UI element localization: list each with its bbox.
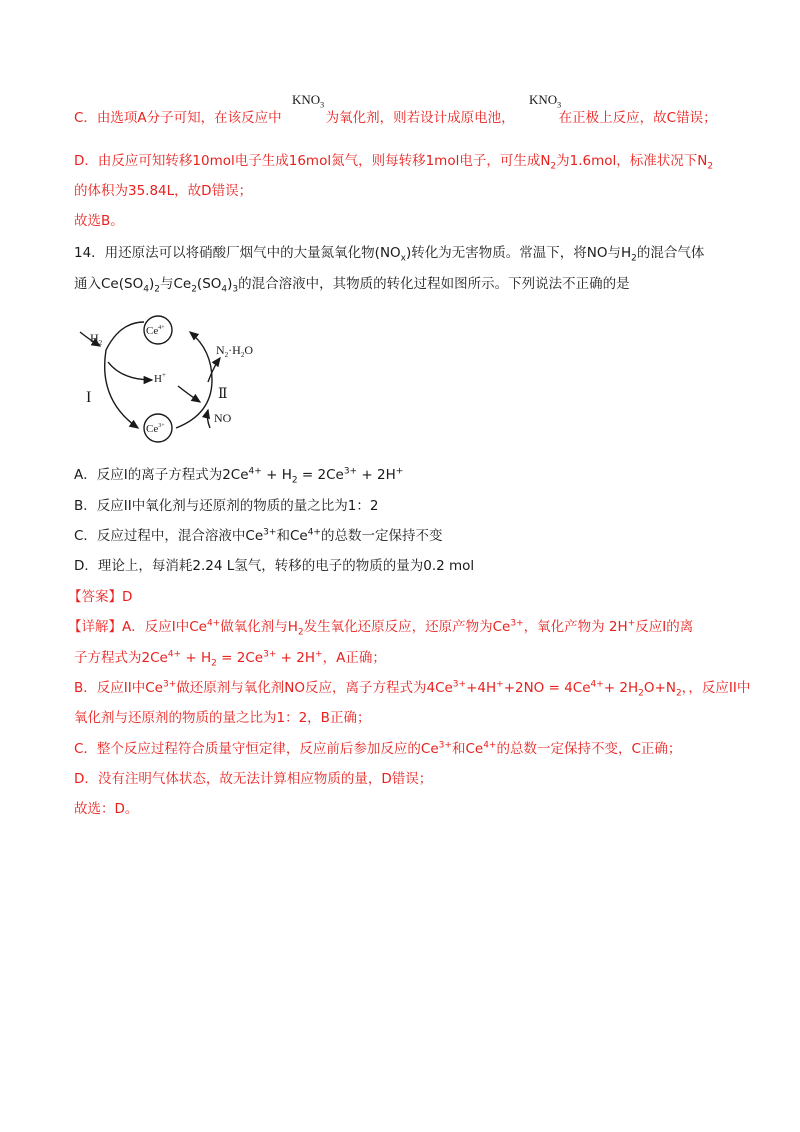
roman-two-label: Ⅱ — [218, 387, 228, 402]
n2h2o-label: $N_2\cdot H_2O$ — [216, 343, 254, 359]
cycle-diagram — [72, 310, 282, 450]
roman-one-label: I — [86, 389, 92, 406]
detail-a-line-2: 子方程式为$2Ce^{4+} + H_2 = 2Ce^{3+} + 2H^+$，A正确； — [74, 649, 386, 669]
h2-label: $H_2$ — [90, 331, 103, 347]
option-b: B．反应II中氧化剂与还原剂的物质的量之比为1：2 — [74, 498, 379, 514]
no-label: NO — [214, 411, 232, 425]
detail-d-line: D．没有注明气体状态，故无法计算相应物质的量，D错误； — [74, 771, 433, 787]
answer-tag: 【答案】 — [68, 589, 122, 605]
solution-c-line — [74, 108, 717, 128]
arc-to-ce4 — [106, 322, 144, 350]
detail-c-line: C．整个反应过程符合质量守恒定律，反应前后参加反应的$Ce^{3+}$和$Ce^{4+}$的总数一定保持不变，C正确； — [74, 740, 682, 757]
option-c: C．反应过程中，混合溶液中$Ce^{3+}$和$Ce^{4+}$的总数一定保持不变 — [74, 527, 443, 544]
solution-c-text-2: 为氧化剂，则若设计成原电池， — [325, 110, 515, 126]
arc-right — [176, 332, 212, 428]
answer-line — [68, 587, 132, 607]
no-inlet-arrow — [207, 410, 210, 428]
option-a: A．反应I的离子方程式为$2Ce^{4+} + H_2 = 2Ce^{3+} + 2H^+$ — [74, 466, 404, 486]
question-stem-1: 14．用还原法可以将硝酸厂烟气中的大量氮氧化物$(NO_x)$转化为无害物质。常温下，将NO与$H_2$的混合气体 — [74, 245, 705, 264]
question-stem-2: 通入$Ce(SO_4)_2$与$Ce_2(SO_4)_3$的混合溶液中，其物质的转化过程如图所示。下列说法不正确的是 — [74, 276, 630, 295]
detail-final: 故选：D。 — [74, 801, 139, 817]
detail-b-line-2: 氧化剂与还原剂的物质的量之比为1：2，B正确； — [74, 710, 371, 726]
solution-final: 故选B。 — [74, 213, 124, 229]
ce3-label: $Ce^{3+}$ — [146, 423, 165, 435]
solution-c-text-3: 在正极上反应，故C错误； — [558, 110, 717, 126]
kno3-formula-b: $KNO_3$ — [529, 92, 562, 110]
detail-b-line: B．反应II中$Ce^{3+}$做还原剂与氧化剂NO反应，离子方程式为$4Ce^{3+}+4H^++2NO = 4Ce^{4+}+ 2H_2O+N_2$，，反应II中 — [74, 679, 751, 699]
detail-a-line: 【详解】A．反应I中$Ce^{4+}$做氧化剂与$H_2$发生氧化还原反应，还原产物为$Ce^{3+}$，氧化产物为 2H+反应I的离 — [68, 618, 694, 638]
detail-tag: 【详解】 — [68, 619, 122, 635]
ce4-label: $Ce^{4+}$ — [146, 325, 165, 337]
arrow-to-hplus — [108, 362, 152, 380]
solution-d-line: D．由反应可知转移10mol电子生成16mol氮气，则每转移1mol电子，可生成$N_2$为1.6mol，标准状况下$N_2$ — [74, 153, 714, 172]
answer-value: D — [122, 589, 133, 605]
solution-d-line-2: 的体积为35.84L，故D错误； — [74, 183, 253, 199]
kno3-formula-a: $KNO_3$ — [292, 92, 325, 110]
option-d: D．理论上，每消耗2.24 L氢气，转移的电子的物质的量为0.2 mol — [74, 558, 475, 574]
arc-left-to-ce3 — [105, 350, 138, 428]
solution-c-text-1: C．由选项A分子可知，在该反应中 — [74, 110, 282, 126]
arrow-hplus-down — [178, 386, 200, 402]
hplus-label: H+ — [154, 371, 166, 385]
